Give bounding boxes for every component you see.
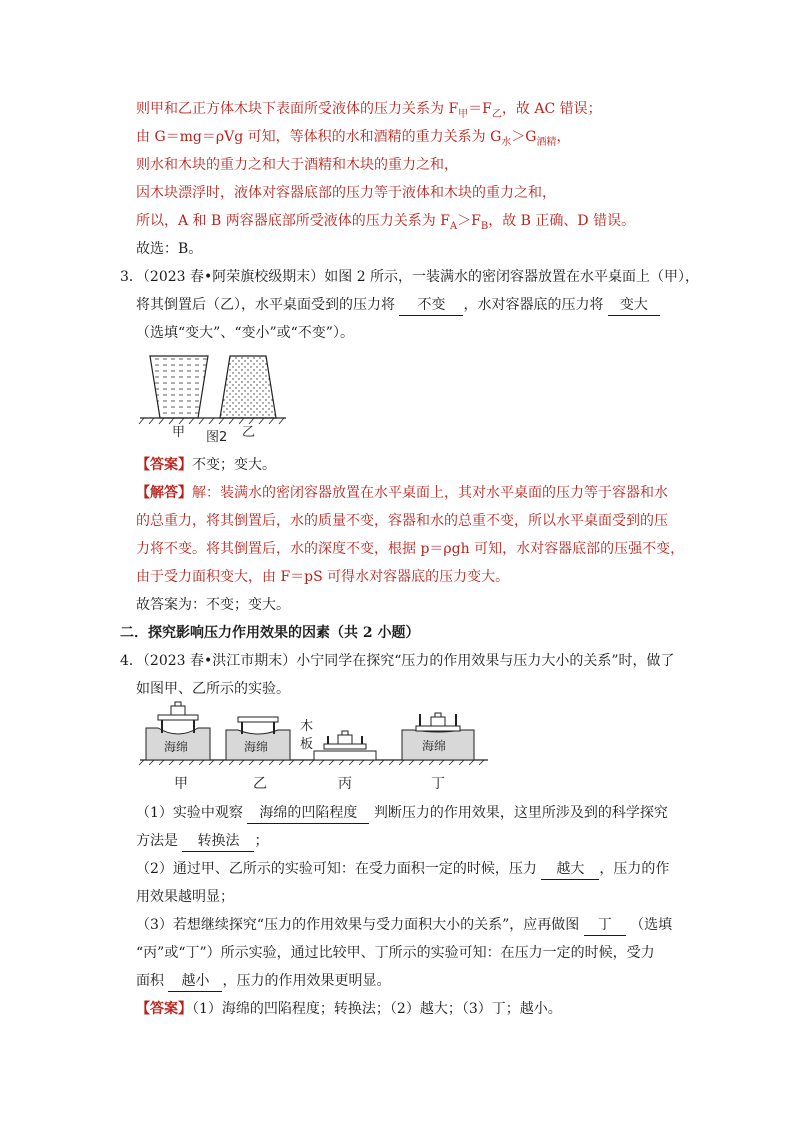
q4-part2-line-1 bbox=[136, 859, 669, 880]
answer-tag: 【答案】 bbox=[136, 457, 192, 473]
text: 判断压力的作用效果，这里所涉及到的科学探究 bbox=[373, 805, 668, 821]
text: ，水对容器底的压力将 bbox=[463, 297, 604, 313]
q4-part3-line-3 bbox=[136, 971, 390, 992]
q4-part1-line-1 bbox=[136, 803, 668, 824]
q3-analysis-line-3: 力将不变。将其倒置后，水的深度不变，根据 p＝ρgh 可知，水对容器底部的压强不变， bbox=[136, 541, 685, 557]
solution-line-3: 则水和木块的重力之和大于酒精和木块的重力之和， bbox=[136, 157, 458, 173]
text: ＝F bbox=[468, 101, 492, 117]
text: 则甲和乙正方体木块下表面所受液体的压力关系为 F bbox=[136, 101, 459, 117]
q4-stem-line-1: 4．（2023 春•洪江市期末）小宁同学在探究“压力的作用效果与压力大小的关系”时，做了 bbox=[120, 653, 675, 669]
q3-stem-line-1: 3．（2023 春•阿荣旗校级期末）如图 2 所示，一装满水的密闭容器放置在水平桌面上（甲）， bbox=[120, 269, 700, 285]
text: 解：装满水的密闭容器放置在水平桌面上，其对水平桌面的压力等于容器和水 bbox=[192, 485, 668, 501]
table-hatching bbox=[139, 418, 284, 424]
text: ； bbox=[254, 833, 269, 849]
subscript: 甲 bbox=[458, 109, 469, 120]
text: ＞F bbox=[457, 213, 481, 229]
subscript: 水 bbox=[501, 137, 512, 148]
setup-bing bbox=[300, 718, 376, 760]
figure-caption: 图2 bbox=[206, 430, 228, 445]
solution-line-4: 因木块漂浮时，液体对容器底部的压力等于液体和木块的重力之和， bbox=[136, 185, 556, 201]
subscript: A bbox=[449, 221, 458, 232]
container-upright bbox=[150, 356, 208, 418]
text: 由 G＝mg＝ρVg 可知，等体积的水和酒精的重力关系为 G bbox=[136, 129, 502, 145]
q3-answer-line bbox=[136, 455, 276, 475]
subscript: B bbox=[480, 221, 489, 232]
sponge-label: 海绵 bbox=[164, 740, 189, 754]
analysis-tag: 【解答】 bbox=[136, 485, 192, 501]
label-bing: 丙 bbox=[338, 776, 352, 792]
q4-part3-line-2: “丙”或“丁”）所示实验，通过比较甲、丁所示的实验可知：在压力一定的时候，受力 bbox=[136, 945, 655, 961]
q3-analysis-line-4: 由于受力面积变大，由 F＝pS 可得水对容器底的压力变大。 bbox=[136, 569, 510, 585]
label-jia: 甲 bbox=[174, 776, 188, 792]
setup-jia bbox=[146, 702, 210, 760]
figure-sponge-experiments bbox=[138, 700, 490, 798]
q3-answer-blank-2: 变大 bbox=[608, 295, 660, 316]
sponge-label: 海绵 bbox=[244, 740, 269, 754]
q4-answer-line bbox=[136, 999, 562, 1019]
text: ， bbox=[556, 129, 571, 145]
label-jia: 甲 bbox=[172, 425, 186, 440]
container-inverted bbox=[220, 356, 276, 418]
text: ，压力的作 bbox=[599, 861, 670, 877]
solution-line-1 bbox=[136, 99, 602, 121]
q4-part3-line-1 bbox=[136, 915, 672, 936]
solution-conclusion: 故选：B。 bbox=[136, 241, 203, 257]
text: （选填 bbox=[630, 917, 673, 933]
label-yi: 乙 bbox=[253, 776, 267, 792]
q4-blank-method: 转换法 bbox=[182, 831, 254, 852]
text: ，故 B 正确、D 错误。 bbox=[488, 213, 636, 229]
q3-analysis-line-1 bbox=[136, 483, 668, 503]
solution-line-5 bbox=[136, 211, 635, 233]
answer-tag: 【答案】 bbox=[136, 1001, 192, 1017]
text: ，压力的作用效果更明显。 bbox=[222, 973, 391, 989]
q4-part1-line-2 bbox=[136, 831, 268, 852]
setup-ding bbox=[402, 713, 474, 760]
label-yi: 乙 bbox=[242, 425, 256, 440]
text: ＞G bbox=[511, 129, 537, 145]
answer-text: 不变；变大。 bbox=[192, 457, 276, 473]
setup-yi bbox=[226, 717, 290, 760]
q4-stem-line-2: 如图甲、乙所示的实验。 bbox=[136, 681, 290, 697]
text: 方法是 bbox=[136, 833, 178, 849]
q4-part2-line-2: 用效果越明显； bbox=[136, 889, 234, 905]
board-label-1: 木 bbox=[300, 719, 314, 734]
text: （3）若想继续探究“压力的作用效果与受力面积大小的关系”，应再做图 bbox=[136, 917, 580, 933]
ground-hatching bbox=[139, 760, 484, 765]
text: 所以，A 和 B 两容器底部所受液体的压力关系为 F bbox=[136, 213, 450, 229]
subscript: 乙 bbox=[491, 109, 502, 120]
label-ding: 丁 bbox=[431, 776, 445, 792]
q4-blank-pressure: 越大 bbox=[541, 859, 599, 880]
q3-stem-line-2 bbox=[136, 295, 660, 316]
text: 将其倒置后（乙），水平桌面受到的压力将 bbox=[136, 297, 395, 313]
text: （2）通过甲、乙所示的实验可知：在受力面积一定的时候，压力 bbox=[136, 861, 537, 877]
q3-analysis-line-2: 的总重力，将其倒置后，水的质量不变，容器和水的总重不变，所以水平桌面受到的压 bbox=[136, 513, 668, 529]
text: （1）实验中观察 bbox=[136, 805, 243, 821]
q3-stem-line-3: （选填“变大”、“变小”或“不变”）。 bbox=[136, 325, 354, 341]
text: ，故 AC 错误； bbox=[501, 101, 602, 117]
section-heading: 二．探究影响压力作用效果的因素（共 2 小题） bbox=[120, 625, 420, 641]
figure-2-containers bbox=[138, 350, 308, 450]
q4-blank-observation: 海绵的凹陷程度 bbox=[247, 803, 369, 824]
sponge-label: 海绵 bbox=[422, 739, 447, 753]
solution-line-2 bbox=[136, 127, 570, 149]
q4-blank-figure: 丁 bbox=[584, 915, 626, 936]
text: 面积 bbox=[136, 973, 164, 989]
subscript: 酒精 bbox=[536, 137, 557, 148]
q3-final-answer: 故答案为：不变；变大。 bbox=[136, 597, 290, 613]
answer-text: （1）海绵的凹陷程度；转换法；（2）越大；（3）丁；越小。 bbox=[192, 1001, 562, 1017]
q4-blank-area: 越小 bbox=[168, 971, 222, 992]
board-label-2: 板 bbox=[300, 737, 314, 752]
q3-answer-blank-1: 不变 bbox=[399, 295, 463, 316]
